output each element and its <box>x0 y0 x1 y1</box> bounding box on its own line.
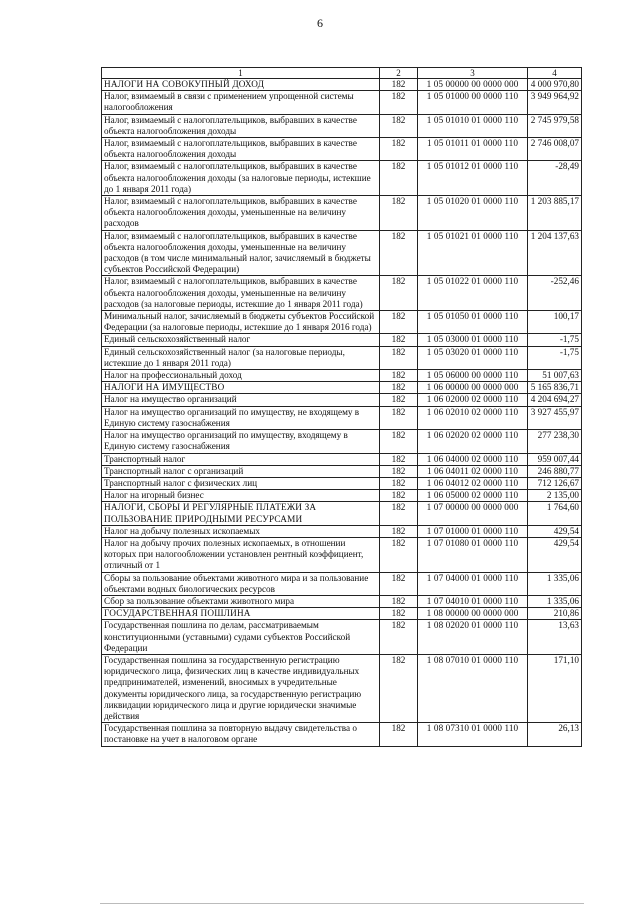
column-number-1: 1 <box>102 68 380 79</box>
row-name-cell: Сбор за пользование объектами животного мира <box>102 595 380 607</box>
row-amount-cell: 210,86 <box>528 608 582 620</box>
row-amount-cell: 959 007,44 <box>528 453 582 465</box>
row-amount-cell: 429,54 <box>528 537 582 572</box>
row-admin-code-cell: 182 <box>380 196 418 231</box>
row-name-cell: Транспортный налог с физических лиц <box>102 477 380 489</box>
row-name-cell: Налог, взимаемый с налогоплательщиков, выбравших в качестве объекта налогообложения доходы, уменьшенные на величину расходов <box>102 196 380 231</box>
row-admin-code-cell: 182 <box>380 430 418 453</box>
row-classification-code-cell: 1 06 05000 02 0000 110 <box>418 490 528 502</box>
row-classification-code-cell: 1 05 01011 01 0000 110 <box>418 138 528 161</box>
table-row <box>102 79 582 91</box>
row-classification-code-cell: 1 06 00000 00 0000 000 <box>418 382 528 394</box>
table-header-row <box>102 68 582 79</box>
table-row <box>102 196 582 231</box>
row-amount-cell: 4 204 694,27 <box>528 394 582 406</box>
row-name-cell: НАЛОГИ НА СОВОКУПНЫЙ ДОХОД <box>102 79 380 91</box>
row-classification-code-cell: 1 05 01020 01 0000 110 <box>418 196 528 231</box>
table-row <box>102 537 582 572</box>
row-amount-cell: 13,63 <box>528 620 582 655</box>
row-classification-code-cell: 1 07 00000 00 0000 000 <box>418 502 528 525</box>
row-classification-code-cell: 1 08 02020 01 0000 110 <box>418 620 528 655</box>
row-classification-code-cell: 1 06 02000 02 0000 110 <box>418 394 528 406</box>
row-name-cell: Налог, взимаемый с налогоплательщиков, выбравших в качестве объекта налогообложения доходы, уменьшенные на величину расходов (в том числе минимальный налог, зачисляемый в бюджеты субъектов Российской Федерации) <box>102 230 380 276</box>
row-classification-code-cell: 1 07 04010 01 0000 110 <box>418 595 528 607</box>
row-name-cell: Государственная пошлина за повторную выдачу свидетельства о постановке на учет в налоговом органе <box>102 723 380 746</box>
row-amount-cell: 1 335,06 <box>528 572 582 595</box>
row-amount-cell: 277 238,30 <box>528 430 582 453</box>
row-admin-code-cell: 182 <box>380 91 418 114</box>
table-row <box>102 430 582 453</box>
row-amount-cell: 2 745 979,58 <box>528 114 582 137</box>
row-amount-cell: 51 007,63 <box>528 370 582 382</box>
row-classification-code-cell: 1 05 06000 00 0000 110 <box>418 370 528 382</box>
row-admin-code-cell: 182 <box>380 276 418 311</box>
revenue-table <box>101 67 582 747</box>
row-amount-cell: 3 949 964,92 <box>528 91 582 114</box>
row-admin-code-cell: 182 <box>380 595 418 607</box>
row-amount-cell: -252,46 <box>528 276 582 311</box>
row-admin-code-cell: 182 <box>380 346 418 369</box>
table-row <box>102 572 582 595</box>
row-amount-cell: 5 165 836,71 <box>528 382 582 394</box>
row-admin-code-cell: 182 <box>380 382 418 394</box>
row-admin-code-cell: 182 <box>380 114 418 137</box>
row-admin-code-cell: 182 <box>380 572 418 595</box>
row-name-cell: Государственная пошлина за государственную регистрацию юридического лица, физических лиц в качестве индивидуальных предпринимателей, изменений, вносимых в учредительные документы юридического лица, за государственную регистрацию ликвидации юридического лица и другие юридически значимые действия <box>102 654 380 722</box>
row-classification-code-cell: 1 05 01021 01 0000 110 <box>418 230 528 276</box>
row-name-cell: Налог, взимаемый с налогоплательщиков, выбравших в качестве объекта налогообложения доходы <box>102 114 380 137</box>
row-admin-code-cell: 182 <box>380 453 418 465</box>
table-row <box>102 276 582 311</box>
row-classification-code-cell: 1 05 01010 01 0000 110 <box>418 114 528 137</box>
row-classification-code-cell: 1 05 03020 01 0000 110 <box>418 346 528 369</box>
row-classification-code-cell: 1 05 01050 01 0000 110 <box>418 311 528 334</box>
column-number-2: 2 <box>380 68 418 79</box>
row-name-cell: Налог, взимаемый с налогоплательщиков, выбравших в качестве объекта налогообложения доходы, уменьшенные на величину расходов (за налоговые периоды, истекшие до 1 января 2011 года) <box>102 276 380 311</box>
row-classification-code-cell: 1 06 02020 02 0000 110 <box>418 430 528 453</box>
table-row <box>102 525 582 537</box>
row-admin-code-cell: 182 <box>380 230 418 276</box>
row-name-cell: Налог, взимаемый с налогоплательщиков, выбравших в качестве объекта налогообложения доходы (за налоговые периоды, истекшие до 1 января 2011 года) <box>102 161 380 196</box>
row-amount-cell: -1,75 <box>528 334 582 346</box>
row-name-cell: Минимальный налог, зачисляемый в бюджеты субъектов Российской Федерации (за налоговые периоды, истекшие до 1 января 2016 года) <box>102 311 380 334</box>
row-classification-code-cell: 1 08 07010 01 0000 110 <box>418 654 528 722</box>
row-admin-code-cell: 182 <box>380 334 418 346</box>
page-bottom-edge <box>100 903 584 904</box>
page-number: 6 <box>317 16 323 30</box>
row-classification-code-cell: 1 07 01000 01 0000 110 <box>418 525 528 537</box>
row-classification-code-cell: 1 05 01022 01 0000 110 <box>418 276 528 311</box>
row-admin-code-cell: 182 <box>380 477 418 489</box>
row-amount-cell: 1 764,60 <box>528 502 582 525</box>
row-classification-code-cell: 1 06 04000 02 0000 110 <box>418 453 528 465</box>
row-admin-code-cell: 182 <box>380 537 418 572</box>
row-admin-code-cell: 182 <box>380 490 418 502</box>
row-name-cell: Налог на имущество организаций по имуществу, не входящему в Единую систему газоснабжения <box>102 406 380 429</box>
row-amount-cell: -28,49 <box>528 161 582 196</box>
row-admin-code-cell: 182 <box>380 394 418 406</box>
row-amount-cell: 26,13 <box>528 723 582 746</box>
row-name-cell: Налог, взимаемый в связи с применением упрощенной системы налогообложения <box>102 91 380 114</box>
table-row <box>102 608 582 620</box>
row-name-cell: Налог на добычу полезных ископаемых <box>102 525 380 537</box>
row-classification-code-cell: 1 05 01012 01 0000 110 <box>418 161 528 196</box>
row-amount-cell: 100,17 <box>528 311 582 334</box>
row-amount-cell: 171,10 <box>528 654 582 722</box>
table-row <box>102 723 582 746</box>
row-classification-code-cell: 1 05 03000 01 0000 110 <box>418 334 528 346</box>
table-row <box>102 230 582 276</box>
row-name-cell: Транспортный налог <box>102 453 380 465</box>
row-name-cell: Налог, взимаемый с налогоплательщиков, выбравших в качестве объекта налогообложения доходы <box>102 138 380 161</box>
row-amount-cell: 1 204 137,63 <box>528 230 582 276</box>
row-amount-cell: 429,54 <box>528 525 582 537</box>
row-name-cell: Налог на профессиональный доход <box>102 370 380 382</box>
row-name-cell: Налог на имущество организаций <box>102 394 380 406</box>
table-row <box>102 138 582 161</box>
row-classification-code-cell: 1 07 01080 01 0000 110 <box>418 537 528 572</box>
table-row <box>102 477 582 489</box>
row-amount-cell: -1,75 <box>528 346 582 369</box>
row-amount-cell: 1 335,06 <box>528 595 582 607</box>
row-amount-cell: 3 927 455,97 <box>528 406 582 429</box>
row-admin-code-cell: 182 <box>380 311 418 334</box>
row-amount-cell: 2 746 008,07 <box>528 138 582 161</box>
row-amount-cell: 1 203 885,17 <box>528 196 582 231</box>
row-admin-code-cell: 182 <box>380 406 418 429</box>
row-admin-code-cell: 182 <box>380 608 418 620</box>
table-row <box>102 370 582 382</box>
row-name-cell: Налог на игорный бизнес <box>102 490 380 502</box>
row-classification-code-cell: 1 06 04011 02 0000 110 <box>418 465 528 477</box>
table-row <box>102 465 582 477</box>
row-admin-code-cell: 182 <box>380 525 418 537</box>
row-classification-code-cell: 1 08 00000 00 0000 000 <box>418 608 528 620</box>
row-admin-code-cell: 182 <box>380 370 418 382</box>
table-row <box>102 114 582 137</box>
column-number-3: 3 <box>418 68 528 79</box>
row-admin-code-cell: 182 <box>380 138 418 161</box>
table-row <box>102 161 582 196</box>
row-classification-code-cell: 1 05 01000 00 0000 110 <box>418 91 528 114</box>
table-row <box>102 654 582 722</box>
row-name-cell: Налог на добычу прочих полезных ископаемых, в отношении которых при налогообложении установлен рентный коэффициент, отличный от 1 <box>102 537 380 572</box>
table-row <box>102 91 582 114</box>
table-row <box>102 595 582 607</box>
table-row <box>102 406 582 429</box>
table-row <box>102 453 582 465</box>
row-name-cell: Государственная пошлина по делам, рассматриваемым конституционными (уставными) судами субъектов Российской Федерации <box>102 620 380 655</box>
row-admin-code-cell: 182 <box>380 620 418 655</box>
table-row <box>102 334 582 346</box>
row-admin-code-cell: 182 <box>380 161 418 196</box>
row-amount-cell: 2 135,00 <box>528 490 582 502</box>
row-name-cell: НАЛОГИ НА ИМУЩЕСТВО <box>102 382 380 394</box>
row-name-cell: ГОСУДАРСТВЕННАЯ ПОШЛИНА <box>102 608 380 620</box>
table-row <box>102 346 582 369</box>
row-admin-code-cell: 182 <box>380 723 418 746</box>
row-admin-code-cell: 182 <box>380 79 418 91</box>
row-amount-cell: 712 126,67 <box>528 477 582 489</box>
row-admin-code-cell: 182 <box>380 465 418 477</box>
row-classification-code-cell: 1 06 02010 02 0000 110 <box>418 406 528 429</box>
row-admin-code-cell: 182 <box>380 654 418 722</box>
table-row <box>102 502 582 525</box>
table-row <box>102 394 582 406</box>
row-name-cell: Сборы за пользование объектами животного мира и за пользование объектами водных биологических ресурсов <box>102 572 380 595</box>
row-name-cell: Единый сельскохозяйственный налог <box>102 334 380 346</box>
row-classification-code-cell: 1 08 07310 01 0000 110 <box>418 723 528 746</box>
row-name-cell: Налог на имущество организаций по имуществу, входящему в Единую систему газоснабжения <box>102 430 380 453</box>
table-row <box>102 311 582 334</box>
row-admin-code-cell: 182 <box>380 502 418 525</box>
row-amount-cell: 246 880,77 <box>528 465 582 477</box>
table-row <box>102 382 582 394</box>
row-classification-code-cell: 1 07 04000 01 0000 110 <box>418 572 528 595</box>
row-name-cell: НАЛОГИ, СБОРЫ И РЕГУЛЯРНЫЕ ПЛАТЕЖИ ЗА ПОЛЬЗОВАНИЕ ПРИРОДНЫМИ РЕСУРСАМИ <box>102 502 380 525</box>
column-number-4: 4 <box>528 68 582 79</box>
table-row <box>102 490 582 502</box>
table-row <box>102 620 582 655</box>
row-name-cell: Транспортный налог с организаций <box>102 465 380 477</box>
row-name-cell: Единый сельскохозяйственный налог (за налоговые периоды, истекшие до 1 января 2011 года) <box>102 346 380 369</box>
row-amount-cell: 4 000 970,80 <box>528 79 582 91</box>
row-classification-code-cell: 1 06 04012 02 0000 110 <box>418 477 528 489</box>
row-classification-code-cell: 1 05 00000 00 0000 000 <box>418 79 528 91</box>
